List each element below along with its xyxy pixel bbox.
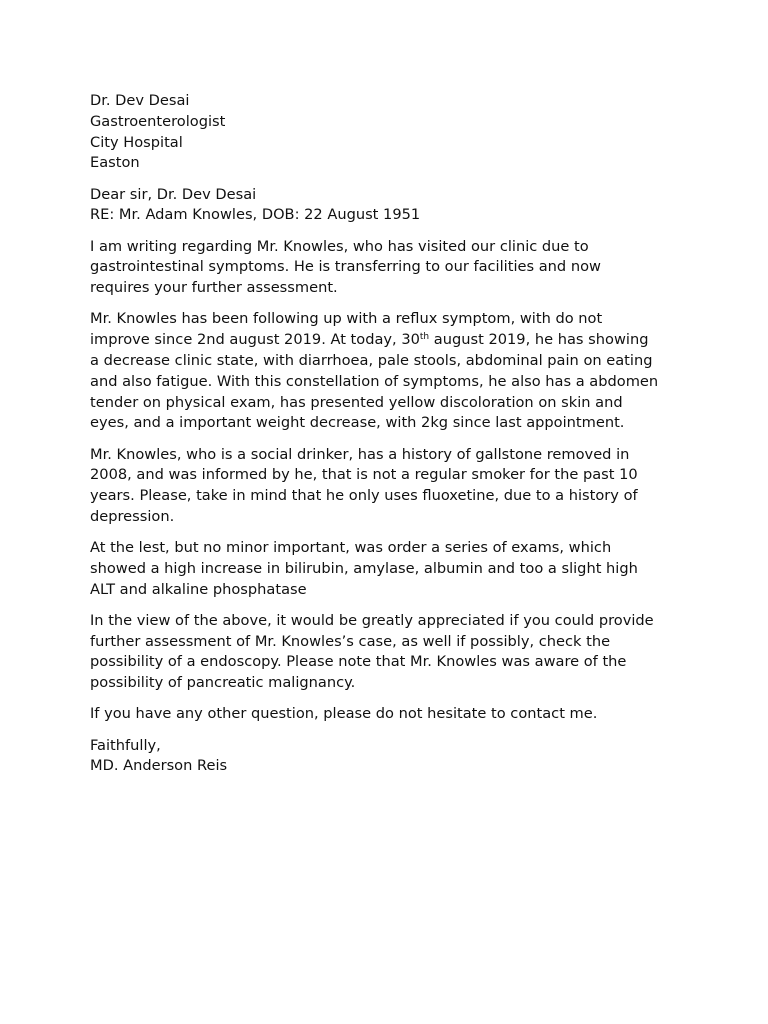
subject-line: RE: Mr. Adam Knowles, DOB: 22 August 1951 [90,206,421,224]
paragraph-line: years. Please, take in mind that he only uses fluoxetine, due to a history of [90,487,638,505]
letter-heading [90,185,685,227]
sign-off [90,736,685,778]
paragraph-line: I am writing regarding Mr. Knowles, who has visited our clinic due to [90,237,589,255]
recipient-name: Dr. Dev Desai [90,92,190,109]
text-run: august 2019, he has showing [429,331,649,349]
paragraph-line: a decrease clinic state, with diarrhoea, pale stools, abdominal pain on eating [90,351,653,369]
paragraph-line: requires your further assessment. [90,279,338,297]
paragraph-line: further assessment of Mr. Knowles’s case, as well if possibly, check the [90,632,611,650]
paragraph-history [90,445,685,528]
paragraph-request [90,611,685,694]
paragraph-contact [90,704,685,725]
recipient-title: Gastroenterologist [90,112,226,130]
paragraph-line: Mr. Knowles has been following up with a reflux symptom, with do not [90,310,603,328]
letter [90,91,685,788]
closing: Faithfully, [90,736,161,754]
paragraph-line: If you have any other question, please do not hesitate to contact me. [90,705,598,723]
paragraph-line: and also fatigue. With this constellation of symptoms, he also has a abdomen [90,372,659,390]
signature: MD. Anderson Reis [90,757,228,775]
paragraph-line: eyes, and a important weight decrease, with 2kg since last appointment. [90,414,625,432]
ordinal-suffix: th [419,332,430,343]
paragraph-line: In the view of the above, it would be greatly appreciated if you could provide [90,611,654,629]
paragraph-intro [90,237,685,299]
paragraph-line [90,330,685,351]
text-run: improve since 2nd august 2019. At today, 30 [90,331,420,349]
paragraph-line: gastrointestinal symptoms. He is transferring to our facilities and now [90,258,601,276]
paragraph-line: possibility of pancreatic malignancy. [90,674,356,692]
paragraph-line: tender on physical exam, has presented yellow discoloration on skin and [90,393,623,411]
paragraph-line: At the lest, but no minor important, was order a series of exams, which [90,539,612,557]
paragraph-line: showed a high increase in bilirubin, amylase, albumin and too a slight high [90,559,638,577]
paragraph-symptoms [90,309,685,434]
paragraph-line: Mr. Knowles, who is a social drinker, has a history of gallstone removed in [90,445,630,463]
paragraph-line: depression. [90,507,175,525]
paragraph-exams [90,538,685,600]
paragraph-line: possibility of a endoscopy. Please note that Mr. Knowles was aware of the [90,653,627,671]
paragraph-line: 2008, and was informed by he, that is not a regular smoker for the past 10 [90,466,638,484]
recipient-hospital: City Hospital [90,133,183,151]
salutation: Dear sir, Dr. Dev Desai [90,185,257,203]
paragraph-line: ALT and alkaline phosphatase [90,580,307,598]
recipient-address [90,91,685,174]
recipient-city: Easton [90,154,140,172]
